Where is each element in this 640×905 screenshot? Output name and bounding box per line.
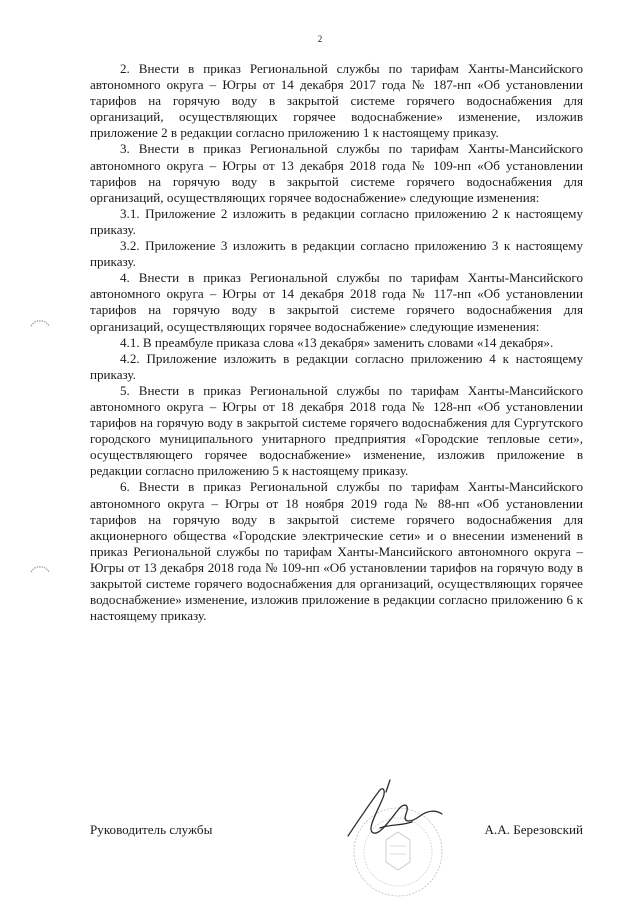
paragraph-3: 3. Внести в приказ Региональной службы по тарифам Ханты-Мансийского автономного округа – Югры от 13 декабря 2018 года № 109-нп «Об установлении тарифов на горячую воду в закрытой системе горячего водоснабжения для организаций, осуществляющих горячее водоснабжение» следующие изменения: bbox=[90, 141, 583, 205]
document-body bbox=[90, 61, 583, 624]
signature-title: Руководитель службы bbox=[90, 822, 213, 837]
margin-scan-mark bbox=[30, 318, 50, 328]
signature-name: А.А. Березовский bbox=[484, 822, 583, 837]
page-number: 2 bbox=[317, 34, 323, 44]
paragraph-2: 2. Внести в приказ Региональной службы по тарифам Ханты-Мансийского автономного округа – Югры от 14 декабря 2017 года № 187-нп «Об установлении тарифов на горячую воду в закрытой системе горячего водоснабжения для организаций, осуществляющих горячее водоснабжение» изменение, изложив приложение 2 в редакции согласно приложению 1 к настоящему приказу. bbox=[90, 61, 583, 141]
paragraph-3-1: 3.1. Приложение 2 изложить в редакции согласно приложению 2 к настоящему приказу. bbox=[90, 205, 583, 237]
paragraph-3-2: 3.2. Приложение 3 изложить в редакции согласно приложению 3 к настоящему приказу. bbox=[90, 238, 583, 270]
paragraph-4-2: 4.2. Приложение изложить в редакции согласно приложению 4 к настоящему приказу. bbox=[90, 350, 583, 382]
official-stamp bbox=[320, 770, 480, 900]
paragraph-6: 6. Внести в приказ Региональной службы по тарифам Ханты-Мансийского автономного округа – Югры от 18 ноября 2019 года № 88-нп «Об установлении тарифов на горячую воду в закрытой системе горячего водоснабжения для акционерного общества «Городские электрические сети» и о внесении изменений в приказ Региональной службы по тарифам Ханты-Мансийского автономного округа – Югры от 13 декабря 2018 года № 109-нп «Об установлении тарифов на горячую воду в закрытой системе горячего водоснабжения для организаций, осуществляющих горячее водоснабжение» изменение, изложив приложение в редакции согласно приложению 6 к настоящему приказу. bbox=[90, 479, 583, 624]
paragraph-4-1: 4.1. В преамбуле приказа слова «13 декабря» заменить словами «14 декабря». bbox=[120, 334, 554, 350]
paragraph-5: 5. Внести в приказ Региональной службы по тарифам Ханты-Мансийского автономного округа – Югры от 18 декабря 2018 года № 128-нп «Об установлении тарифов на горячую воду в закрытой системе горячего водоснабжения для Сургутского городского муниципального унитарного предприятия «Городские тепловые сети», осуществляющего горячее водоснабжение» изменение, изложив приложение в редакции согласно приложению 5 к настоящему приказу. bbox=[90, 382, 583, 479]
margin-scan-mark bbox=[30, 564, 50, 574]
paragraph-4: 4. Внести в приказ Региональной службы по тарифам Ханты-Мансийского автономного округа – Югры от 14 декабря 2018 года № 117-нп «Об установлении тарифов на горячую воду в закрытой системе горячего водоснабжения для организаций, осуществляющих горячее водоснабжение» следующие изменения: bbox=[90, 270, 583, 334]
